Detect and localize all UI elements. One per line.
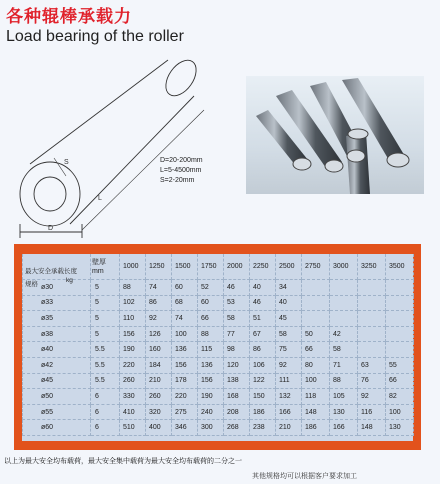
cell-diameter: ø33 bbox=[23, 295, 91, 311]
cell-load-value: 208 bbox=[224, 404, 250, 420]
cell-load-value bbox=[358, 342, 386, 358]
label-d: D bbox=[48, 225, 54, 232]
cell-wall-thickness: 5 bbox=[91, 311, 120, 327]
cell-load-value: 156 bbox=[172, 357, 198, 373]
cell-load-value bbox=[358, 326, 386, 342]
cell-load-value: 136 bbox=[198, 357, 224, 373]
cell-load-value bbox=[330, 280, 358, 296]
cell-load-value: 126 bbox=[146, 326, 172, 342]
header-length: 3000 bbox=[330, 254, 358, 280]
cell-diameter: ø60 bbox=[23, 420, 91, 436]
cell-load-value: 67 bbox=[250, 326, 276, 342]
label-s: S bbox=[64, 159, 69, 166]
cell-load-value: 120 bbox=[224, 357, 250, 373]
cell-load-value: 138 bbox=[224, 373, 250, 389]
cell-load-value: 115 bbox=[198, 342, 224, 358]
cell-load-value bbox=[386, 311, 414, 327]
cell-load-value bbox=[302, 280, 330, 296]
header-length: 3250 bbox=[358, 254, 386, 280]
table-body bbox=[23, 280, 414, 436]
cell-load-value: 240 bbox=[198, 404, 224, 420]
cell-wall-thickness: 5 bbox=[91, 295, 120, 311]
cell-load-value: 184 bbox=[146, 357, 172, 373]
cell-load-value: 53 bbox=[224, 295, 250, 311]
cell-load-value: 190 bbox=[120, 342, 146, 358]
cell-diameter: ø42 bbox=[23, 357, 91, 373]
cell-wall-thickness: 5 bbox=[91, 326, 120, 342]
cell-diameter: ø38 bbox=[23, 326, 91, 342]
cell-load-value: 88 bbox=[120, 280, 146, 296]
cell-load-value: 136 bbox=[172, 342, 198, 358]
cell-load-value: 178 bbox=[172, 373, 198, 389]
cell-load-value: 148 bbox=[302, 404, 330, 420]
spec-list bbox=[160, 156, 203, 186]
cell-load-value: 55 bbox=[386, 357, 414, 373]
cell-load-value: 86 bbox=[146, 295, 172, 311]
cell-load-value: 42 bbox=[330, 326, 358, 342]
header-length: 1500 bbox=[172, 254, 198, 280]
cell-load-value: 74 bbox=[146, 280, 172, 296]
load-table bbox=[22, 254, 414, 436]
cell-load-value: 268 bbox=[224, 420, 250, 436]
spec-l: L=5-4500mm bbox=[160, 167, 202, 174]
cell-load-value: 166 bbox=[276, 404, 302, 420]
cell-load-value: 58 bbox=[330, 342, 358, 358]
cell-load-value: 58 bbox=[276, 326, 302, 342]
cell-load-value: 75 bbox=[276, 342, 302, 358]
cell-load-value: 82 bbox=[386, 389, 414, 405]
cell-load-value: 510 bbox=[120, 420, 146, 436]
corner-max-load: 最大安全承载 bbox=[25, 267, 64, 275]
cell-load-value: 45 bbox=[276, 311, 302, 327]
header-length: 2250 bbox=[250, 254, 276, 280]
tube-5 bbox=[346, 132, 370, 194]
tube-outer-ring bbox=[20, 162, 80, 226]
cell-load-value: 186 bbox=[250, 404, 276, 420]
cell-diameter: ø30 bbox=[23, 280, 91, 296]
cell-diameter: ø50 bbox=[23, 389, 91, 405]
cell-load-value: 400 bbox=[146, 420, 172, 436]
cell-load-value: 88 bbox=[198, 326, 224, 342]
cell-load-value: 40 bbox=[276, 295, 302, 311]
cell-load-value: 148 bbox=[358, 420, 386, 436]
cell-wall-thickness: 6 bbox=[91, 389, 120, 405]
header-length: 2750 bbox=[302, 254, 330, 280]
english-title: Load bearing of the roller bbox=[6, 28, 184, 45]
cell-load-value: 46 bbox=[224, 280, 250, 296]
header-length: 2000 bbox=[224, 254, 250, 280]
cell-load-value bbox=[302, 311, 330, 327]
cell-load-value: 60 bbox=[198, 295, 224, 311]
cell-load-value: 130 bbox=[386, 420, 414, 436]
cell-load-value bbox=[358, 280, 386, 296]
header-wall-label: 壁厚 bbox=[92, 258, 106, 266]
header-length: 3500 bbox=[386, 254, 414, 280]
cell-load-value: 66 bbox=[198, 311, 224, 327]
cell-load-value: 88 bbox=[330, 373, 358, 389]
cell-load-value: 116 bbox=[358, 404, 386, 420]
cell-load-value: 100 bbox=[172, 326, 198, 342]
load-table-panel bbox=[22, 254, 413, 441]
cell-load-value: 410 bbox=[120, 404, 146, 420]
cell-load-value: 77 bbox=[224, 326, 250, 342]
roller-diagram bbox=[10, 52, 210, 242]
cell-load-value: 66 bbox=[302, 342, 330, 358]
cell-diameter: ø35 bbox=[23, 311, 91, 327]
cell-load-value: 86 bbox=[250, 342, 276, 358]
cell-load-value: 156 bbox=[198, 373, 224, 389]
roller-photo bbox=[246, 76, 424, 194]
cell-load-value bbox=[302, 295, 330, 311]
spec-d: D=20-200mm bbox=[160, 157, 203, 164]
table-row bbox=[23, 420, 414, 436]
cell-wall-thickness: 5.5 bbox=[91, 357, 120, 373]
cell-load-value: 260 bbox=[146, 389, 172, 405]
cell-load-value: 260 bbox=[120, 373, 146, 389]
cell-diameter: ø40 bbox=[23, 342, 91, 358]
cell-load-value bbox=[330, 311, 358, 327]
cell-load-value: 166 bbox=[330, 420, 358, 436]
cell-load-value bbox=[386, 342, 414, 358]
cell-load-value: 50 bbox=[302, 326, 330, 342]
cell-wall-thickness: 5 bbox=[91, 280, 120, 296]
cell-load-value bbox=[386, 280, 414, 296]
cell-load-value: 92 bbox=[146, 311, 172, 327]
cell-load-value: 122 bbox=[250, 373, 276, 389]
cell-load-value: 80 bbox=[302, 357, 330, 373]
cell-wall-thickness: 6 bbox=[91, 404, 120, 420]
cell-load-value: 346 bbox=[172, 420, 198, 436]
header-length: 1750 bbox=[198, 254, 224, 280]
cell-load-value: 168 bbox=[224, 389, 250, 405]
cell-load-value: 275 bbox=[172, 404, 198, 420]
cell-load-value: 190 bbox=[198, 389, 224, 405]
cell-load-value: 63 bbox=[358, 357, 386, 373]
cell-load-value: 220 bbox=[120, 357, 146, 373]
cell-load-value: 330 bbox=[120, 389, 146, 405]
cell-load-value: 118 bbox=[302, 389, 330, 405]
cell-load-value bbox=[386, 326, 414, 342]
label-l: L bbox=[98, 195, 102, 202]
cell-load-value: 160 bbox=[146, 342, 172, 358]
cell-load-value bbox=[358, 295, 386, 311]
cell-load-value: 320 bbox=[146, 404, 172, 420]
cell-load-value bbox=[330, 295, 358, 311]
spec-s: S=2-20mm bbox=[160, 177, 195, 184]
roller-photo-art bbox=[246, 76, 424, 194]
header-wall-unit: mm bbox=[92, 267, 104, 275]
cell-load-value: 51 bbox=[250, 311, 276, 327]
cell-load-value: 110 bbox=[120, 311, 146, 327]
cell-load-value: 60 bbox=[172, 280, 198, 296]
cell-load-value: 220 bbox=[172, 389, 198, 405]
table-row bbox=[23, 373, 414, 389]
cell-load-value: 34 bbox=[276, 280, 302, 296]
cell-load-value: 92 bbox=[358, 389, 386, 405]
tube-top-edge bbox=[30, 60, 168, 164]
header-length: 1000 bbox=[120, 254, 146, 280]
chinese-title: 各种辊棒承载力 bbox=[6, 7, 132, 27]
cell-load-value: 100 bbox=[386, 404, 414, 420]
load-table-frame bbox=[14, 244, 421, 450]
cell-load-value bbox=[358, 311, 386, 327]
cell-load-value: 46 bbox=[250, 295, 276, 311]
cell-load-value: 74 bbox=[172, 311, 198, 327]
cell-wall-thickness: 6 bbox=[91, 420, 120, 436]
table-row bbox=[23, 280, 414, 296]
table-row bbox=[23, 311, 414, 327]
cell-load-value bbox=[386, 295, 414, 311]
cell-load-value: 71 bbox=[330, 357, 358, 373]
cell-load-value: 130 bbox=[330, 404, 358, 420]
cell-load-value: 111 bbox=[276, 373, 302, 389]
cell-wall-thickness: 5.5 bbox=[91, 342, 120, 358]
cell-load-value: 300 bbox=[198, 420, 224, 436]
header-length: 2500 bbox=[276, 254, 302, 280]
table-row bbox=[23, 295, 414, 311]
table-row bbox=[23, 342, 414, 358]
cell-load-value: 186 bbox=[302, 420, 330, 436]
cell-load-value: 238 bbox=[250, 420, 276, 436]
corner-spec: 规格 bbox=[25, 280, 38, 288]
header-length: 1250 bbox=[146, 254, 172, 280]
cell-load-value: 105 bbox=[330, 389, 358, 405]
table-row bbox=[23, 357, 414, 373]
table-row bbox=[23, 404, 414, 420]
cell-load-value: 40 bbox=[250, 280, 276, 296]
cell-load-value: 76 bbox=[358, 373, 386, 389]
cell-load-value: 106 bbox=[250, 357, 276, 373]
cell-wall-thickness: 5.5 bbox=[91, 373, 120, 389]
table-row bbox=[23, 326, 414, 342]
cell-diameter: ø45 bbox=[23, 373, 91, 389]
cell-load-value: 156 bbox=[120, 326, 146, 342]
cell-load-value: 100 bbox=[302, 373, 330, 389]
footer-custom-note: 其他规格均可以根据客户要求加工 bbox=[252, 473, 357, 480]
cell-load-value: 210 bbox=[276, 420, 302, 436]
tube-inner-ring bbox=[34, 177, 66, 211]
corner-kg: kg bbox=[66, 276, 73, 284]
cell-load-value: 98 bbox=[224, 342, 250, 358]
cell-load-value: 132 bbox=[276, 389, 302, 405]
cell-load-value: 92 bbox=[276, 357, 302, 373]
cell-load-value: 210 bbox=[146, 373, 172, 389]
cell-load-value: 150 bbox=[250, 389, 276, 405]
cell-load-value: 58 bbox=[224, 311, 250, 327]
cell-load-value: 68 bbox=[172, 295, 198, 311]
cell-load-value: 102 bbox=[120, 295, 146, 311]
footer-note: 以上为最大安全均布载荷，最大安全集中载荷为最大安全均布载荷的二分之一 bbox=[4, 458, 242, 465]
cell-diameter: ø55 bbox=[23, 404, 91, 420]
header-wall bbox=[91, 254, 120, 280]
table-header-row bbox=[23, 254, 414, 280]
cell-load-value: 66 bbox=[386, 373, 414, 389]
cell-load-value: 52 bbox=[198, 280, 224, 296]
corner-length: 长度 bbox=[64, 267, 77, 275]
table-row bbox=[23, 389, 414, 405]
